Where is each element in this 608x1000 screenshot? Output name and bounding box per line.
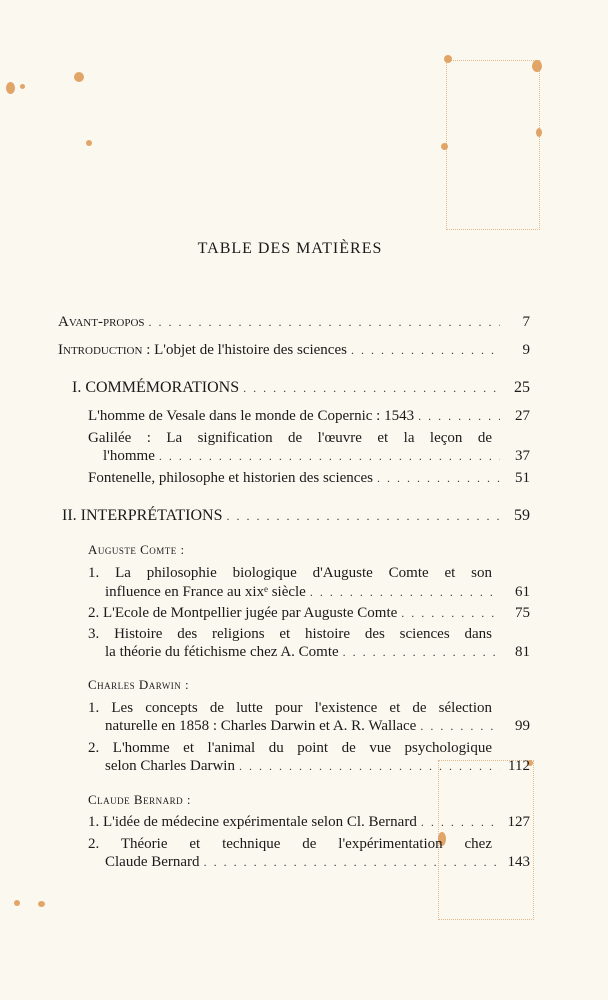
leader-dots: [239, 757, 500, 775]
entry-label: la théorie du fétichisme chez A. Comte: [105, 644, 339, 660]
page-number: 51: [515, 470, 530, 486]
part-heading: II. INTERPRÉTATIONS: [62, 507, 223, 524]
entry-label: Fontenelle, philosophe et historien des sciences: [88, 470, 373, 486]
toc-entry: [88, 469, 530, 487]
entry-label: L'homme de Vesale dans le monde de Copernic : 1543: [88, 408, 415, 424]
leader-dots: [343, 643, 500, 661]
entry-label: 2. L'Ecole de Montpellier jugée par Auguste Comte: [88, 605, 398, 621]
leader-dots: [351, 341, 500, 359]
page-number: 81: [515, 644, 530, 660]
page-number: 99: [515, 718, 530, 734]
stain-frame: [446, 60, 540, 230]
page-number: 59: [514, 507, 530, 524]
toc-entry-introduction: [58, 341, 530, 359]
page-number: 75: [515, 605, 530, 621]
stain-mark: [74, 72, 84, 82]
toc-entry: [105, 853, 530, 871]
leader-dots: [159, 447, 500, 465]
part-heading: I. COMMÉMORATIONS: [72, 379, 240, 396]
leader-dots: [204, 853, 500, 871]
entry-label: naturelle en 1858 : Charles Darwin et A. R. Wallace: [105, 718, 417, 734]
toc-entry: [103, 447, 530, 465]
entry-label: l'homme: [103, 448, 155, 464]
leader-dots: [420, 717, 500, 735]
entry-label-prefix: Introduction: [58, 342, 143, 358]
entry-line: 1. La philosophie biologique d'Auguste Comte et son: [88, 565, 492, 581]
page-title: TABLE DES MATIÈRES: [197, 240, 383, 257]
stain-mark: [86, 140, 92, 146]
leader-dots: [401, 604, 500, 622]
stain-mark: [14, 900, 20, 906]
leader-dots: [149, 313, 500, 331]
toc-entry: [88, 604, 530, 622]
entry-label: Claude Bernard: [105, 854, 200, 870]
toc-entry: [88, 813, 530, 831]
toc-entry: [105, 717, 530, 735]
toc-entry: [105, 643, 530, 661]
leader-dots: [310, 583, 500, 601]
subheading-bernard: Claude Bernard :: [88, 792, 191, 807]
stain-mark: [38, 901, 45, 907]
page-number: 127: [507, 814, 530, 830]
entry-line: 3. Histoire des religions et histoire des sciences dans: [88, 626, 492, 642]
toc-entry: [105, 583, 530, 601]
page-number: 7: [522, 314, 530, 330]
page-number: 9: [522, 342, 530, 358]
subheading-darwin: Charles Darwin :: [88, 677, 190, 692]
page-number: 61: [515, 584, 530, 600]
leader-dots: [377, 469, 500, 487]
leader-dots: [226, 507, 500, 525]
leader-dots: [421, 813, 500, 831]
toc-part-1: [72, 379, 530, 397]
toc-entry-avant-propos: [58, 313, 530, 331]
entry-label: influence en France au xixᵉ siècle: [105, 584, 306, 600]
subheading-comte: Auguste Comte :: [88, 542, 185, 557]
toc-part-2: [62, 507, 530, 525]
leader-dots: [243, 379, 500, 397]
stain-mark: [20, 84, 25, 89]
page-number: 27: [515, 408, 530, 424]
stain-mark: [6, 82, 15, 94]
toc-entry: [88, 407, 530, 425]
entry-label-rest: : L'objet de l'histoire des sciences: [142, 342, 347, 358]
entry-line: 2. L'homme et l'animal du point de vue psychologique: [88, 740, 492, 756]
entry-label: 1. L'idée de médecine expérimentale selon Cl. Bernard: [88, 814, 417, 830]
page-number: 25: [514, 379, 530, 396]
entry-line: 1. Les concepts de lutte pour l'existence et de sélection: [88, 700, 492, 716]
entry-line: Galilée : La signification de l'œuvre et la leçon de: [88, 430, 492, 446]
entry-label: Avant-propos: [58, 314, 145, 330]
entry-label: [58, 341, 347, 359]
toc-entry: [105, 757, 530, 775]
leader-dots: [418, 407, 500, 425]
page-number: 37: [515, 448, 530, 464]
page-number: 143: [507, 854, 530, 870]
entry-label: selon Charles Darwin: [105, 758, 235, 774]
page-number: 112: [508, 758, 530, 774]
entry-line: 2. Théorie et technique de l'expérimentation chez: [88, 836, 492, 852]
